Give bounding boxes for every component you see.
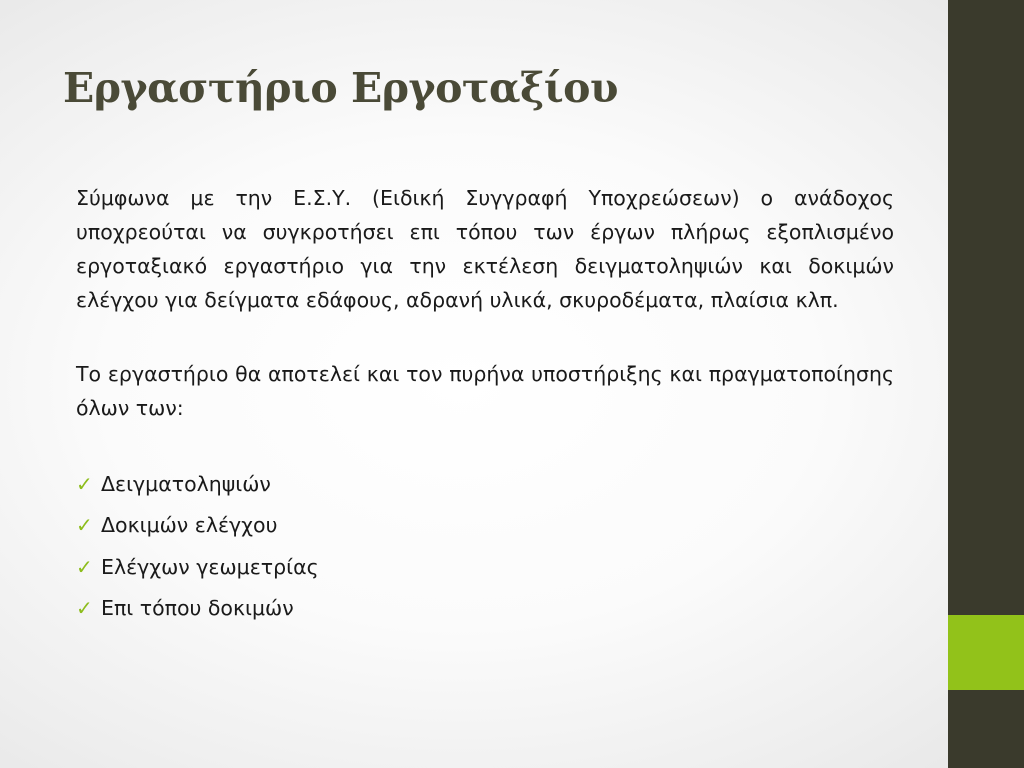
checkmark-icon: ✓ (76, 471, 93, 496)
checklist-item-label: Δειγματοληψιών (101, 471, 271, 496)
body-paragraph-esy: Σύμφωνα με την Ε.Σ.Υ. (Ειδική Συγγραφή Υποχρεώσεων) ο ανάδοχος υποχρεούται να συγκροτήσει επι τόπου των έργων πλήρως εξοπλισμένο εργοταξιακό εργαστήριο για την εκτέλεση δειγματοληψιών και δοκιμών ελέγχου για δείγματα εδάφους, αδρανή υλικά, σκυροδέματα, πλαίσια κλπ. (76, 186, 894, 312)
slide-title: Εργαστήριο Εργοταξίου (63, 64, 618, 112)
checkmark-icon: ✓ (76, 554, 93, 579)
checklist-item-label: Δοκιμών ελέγχου (101, 513, 278, 538)
slide-body (76, 181, 894, 629)
checklist-item-label: Ελέγχων γεωμετρίας (101, 554, 319, 579)
checklist-item (76, 546, 894, 588)
checkmark-icon: ✓ (76, 513, 93, 538)
checklist-item (76, 588, 894, 630)
checklist-item-label: Επι τόπου δοκιμών (101, 596, 294, 621)
checklist-item (76, 463, 894, 505)
checklist (76, 463, 894, 629)
checklist-item (76, 505, 894, 547)
checkmark-icon: ✓ (76, 596, 93, 621)
side-bar-accent (948, 615, 1024, 690)
body-paragraph-lab-core: Το εργαστήριο θα αποτελεί και τον πυρήνα υποστήριξης και πραγματοποίησης όλων των: (76, 362, 894, 420)
